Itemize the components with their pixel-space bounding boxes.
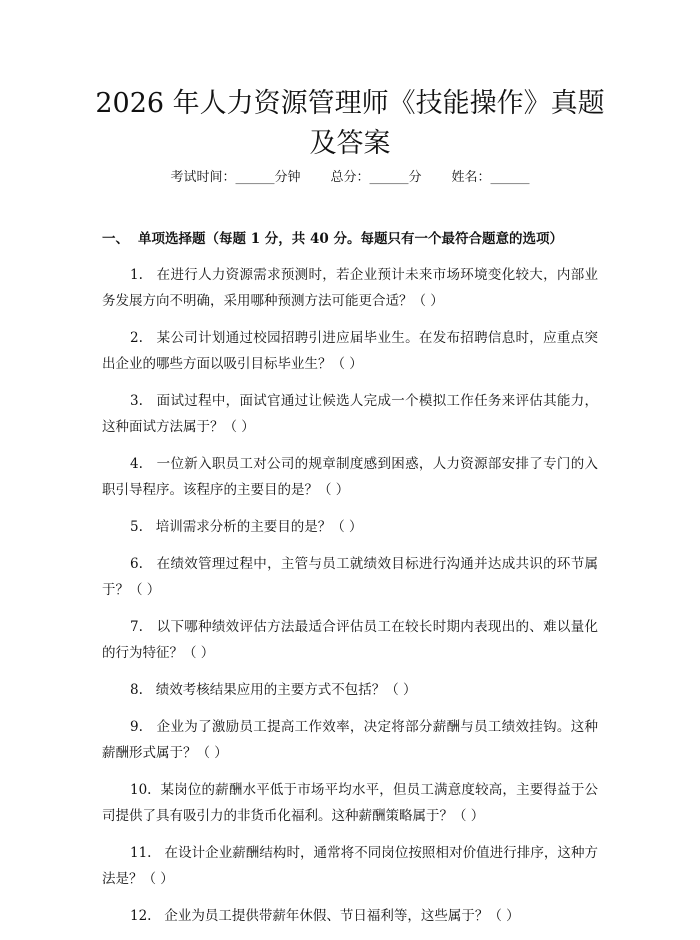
question-number: 5.: [130, 519, 143, 535]
question-number: 10.: [130, 782, 152, 798]
question-text: 面试过程中，面试官通过让候选人完成一个模拟工作任务来评估其能力，这种面试方法属于？（ ）: [102, 393, 599, 435]
question-list: [102, 262, 598, 940]
document-title: 2026 年人力资源管理师《技能操作》真题及答案: [95, 88, 605, 159]
question-text: 以下哪种绩效评估方法最适合评估员工在较长时期内表现出的、难以量化的行为特征？（ ）: [102, 619, 599, 661]
question-item: [102, 325, 598, 377]
question-item: [102, 840, 598, 892]
question-number: 4.: [130, 456, 143, 472]
question-number: 7.: [130, 619, 143, 635]
question-number: 9.: [130, 719, 143, 735]
question-number: 6.: [130, 556, 143, 572]
section-title: 单项选择题（每题 1 分，共 40 分。每题只有一个最符合题意的选项）: [138, 231, 563, 247]
question-item: [102, 451, 598, 503]
question-text: 企业为员工提供带薪年休假、节日福利等，这些属于？（ ）: [164, 908, 520, 924]
question-item: [102, 677, 598, 703]
exam-time-field: 考试时间：______分钟: [170, 170, 301, 185]
question-text: 在绩效管理过程中，主管与员工就绩效目标进行沟通并达成共识的环节属于？（ ）: [102, 556, 599, 598]
question-text: 培训需求分析的主要目的是？（ ）: [155, 519, 363, 535]
question-item: [102, 388, 598, 440]
question-number: 2.: [130, 330, 143, 346]
total-score-field: 总分：______分: [330, 170, 422, 185]
question-number: 8.: [130, 682, 143, 698]
question-item: [102, 614, 598, 666]
question-text: 绩效考核结果应用的主要方式不包括？（ ）: [155, 682, 417, 698]
question-item: [102, 714, 598, 766]
question-number: 3.: [130, 393, 143, 409]
question-item: [102, 903, 598, 929]
name-field: 姓名：______: [451, 170, 530, 185]
question-text: 某岗位的薪酬水平低于市场平均水平，但员工满意度较高，主要得益于公司提供了具有吸引力的非货币化福利。这种薪酬策略属于？（ ）: [102, 782, 598, 824]
question-number: 11.: [130, 845, 152, 861]
question-item: [102, 551, 598, 603]
question-text: 在设计企业薪酬结构时，通常将不同岗位按照相对价值进行排序，这种方法是？（ ）: [102, 845, 599, 887]
question-number: 1.: [130, 267, 143, 283]
question-text: 企业为了激励员工提高工作效率，决定将部分薪酬与员工绩效挂钩。这种薪酬形式属于？（ ）: [102, 719, 599, 761]
question-text: 在进行人力资源需求预测时，若企业预计未来市场环境变化较大，内部业务发展方向不明确，采用哪种预测方法可能更合适？（ ）: [102, 267, 599, 309]
exam-info: [0, 168, 700, 188]
section-heading: [102, 229, 622, 249]
question-item: [102, 514, 598, 540]
question-item: [102, 262, 598, 314]
question-text: 一位新入职员工对公司的规章制度感到困惑，人力资源部安排了专门的入职引导程序。该程序的主要目的是？（ ）: [102, 456, 599, 498]
question-number: 12.: [130, 908, 152, 924]
question-text: 某公司计划通过校园招聘引进应届毕业生。在发布招聘信息时，应重点突出企业的哪些方面以吸引目标毕业生？（ ）: [102, 330, 599, 372]
section-number: 一、: [102, 231, 129, 247]
question-item: [102, 777, 598, 829]
